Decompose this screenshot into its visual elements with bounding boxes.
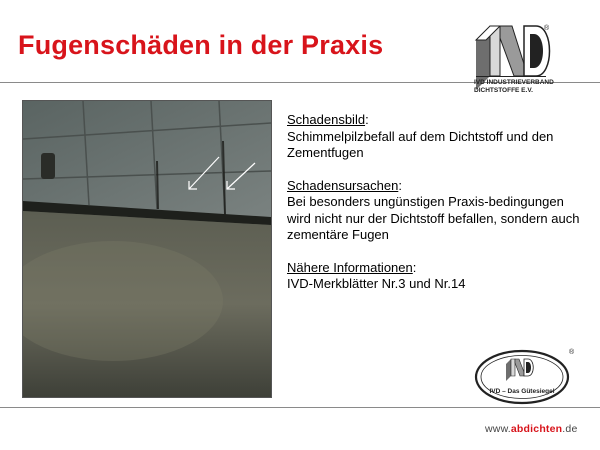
causes-heading: Schadensursachen xyxy=(287,177,399,193)
quality-seal xyxy=(470,346,578,406)
mold-photo-icon xyxy=(23,101,271,397)
logo-caption xyxy=(474,79,594,94)
causes-section: Schadensursachen: Bei besonders ungünstigen Praxis-bedingungen wird nicht nur der Dichtstoff befallen, sondern auch zementäre Fugen xyxy=(287,177,580,242)
footer-url-prefix: www. xyxy=(485,423,511,435)
logo-caption-line2: DICHTSTOFFE E.V. xyxy=(474,86,533,94)
svg-text:®: ® xyxy=(569,349,575,356)
footer-url-suffix: .de xyxy=(562,423,578,435)
damage-description xyxy=(287,112,587,309)
causes-text: Bei besonders ungünstigen Praxis-bedingungen wird nicht nur der Dichtstoff befallen, sondern auch zementäre Fugen xyxy=(287,194,580,242)
quality-seal-icon xyxy=(470,346,578,406)
footer-url-brand: abdichten xyxy=(510,423,563,435)
slide-title: Fugenschäden in der Praxis xyxy=(18,30,384,60)
info-text: IVD-Merkblätter Nr.3 und Nr.14 xyxy=(287,276,466,291)
damage-text: Schimmelpilzbefall auf dem Dichtstoff und den Zementfugen xyxy=(287,128,554,160)
logo-caption-line1: IVD INDUSTRIEVERBAND xyxy=(474,79,554,86)
footer-url[interactable] xyxy=(485,423,577,435)
damage-heading: Schadensbild xyxy=(287,112,366,127)
svg-text:IVD – Das Gütesiegel: IVD – Das Gütesiegel xyxy=(489,388,555,395)
svg-text:®: ® xyxy=(544,25,550,32)
info-heading: Nähere Informationen xyxy=(287,259,413,275)
info-section: Nähere Informationen: IVD-Merkblätter Nr.3 und Nr.14 xyxy=(287,259,466,291)
footer-divider xyxy=(0,407,600,408)
damage-section: Schadensbild: Schimmelpilzbefall auf dem Dichtstoff und den Zementfugen xyxy=(287,112,554,160)
mold-damage-photo xyxy=(22,100,272,398)
